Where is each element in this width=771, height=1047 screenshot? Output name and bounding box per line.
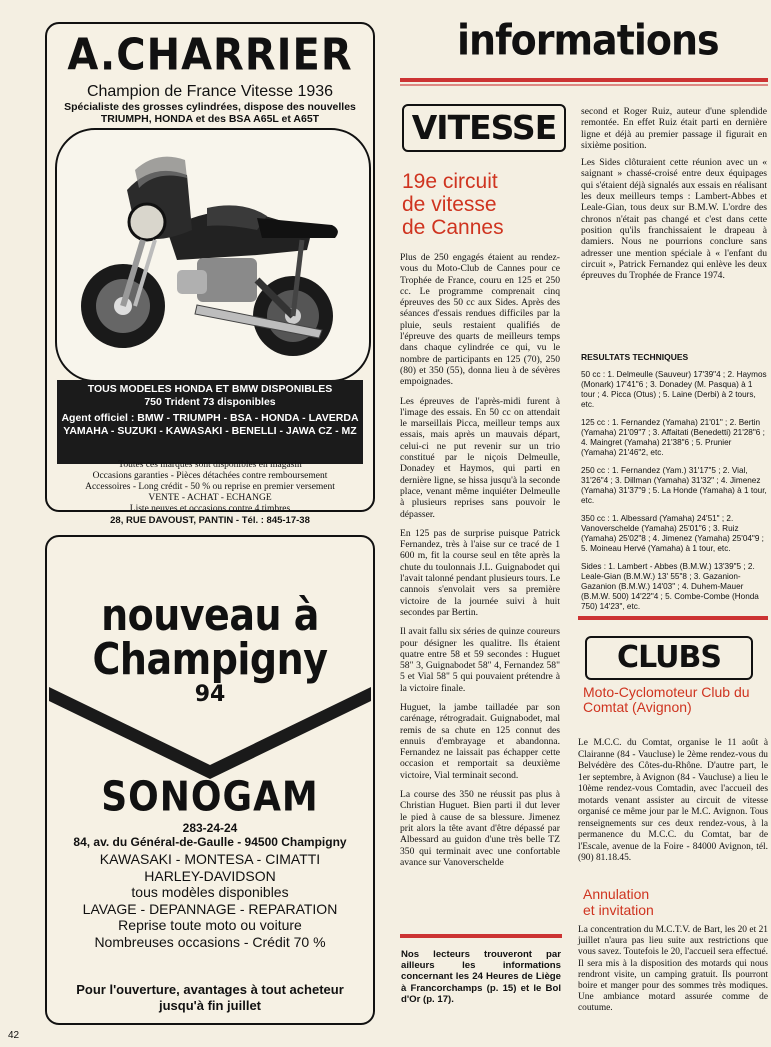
ad-detail-line: Liste neuves et occasions contre 4 timbres [129,504,291,514]
clubs-rule [578,616,768,620]
ad-headline-line1: nouveau à [101,589,319,641]
sonogam-ad [45,535,375,1025]
title-line: de Cannes [402,216,504,239]
charrier-ad [45,22,375,526]
band-line: YAMAHA - SUZUKI - KAWASAKI - BENELLI - JAWA CZ - MZ [63,425,357,437]
ad-address: 84, av. du Général-de-Gaulle - 94500 Champigny [73,835,347,849]
article-paragraph: En 125 pas de surprise puisque Patrick Fernandez, très à l'aise sur ce tracé de 1 600 m, fit la course seul en tête après la chute du toulonnais J.L. Guignabodet qui l'avait talonné pendant plusieurs tours. Le cannois s'envolait vers sa première victoire de la journée suivi à huit secondes par Bertin. [400,527,560,618]
motorcycle-photo [55,128,371,382]
list-item: Nombreuses occasions - Crédit 70 % [94,933,326,950]
article-paragraph: Huguet, la jambe tailladée par son carénage, rétrogradait. Guignabodet, mal remis de sa chute en 125 connut des ennuis d'embrayage et abandonna. Fernandez ne laissait pas échapper cette occasion et remportait sa deuxième victoire, Vial terminait second. [400,701,560,781]
announcement-title [583,886,654,918]
announcement-body: La concentration du M.C.T.V. de Bart, les 20 et 21 juillet n'aura pas lieu suite aux restrictions que vous savez. Toutefois le 20, l'accueil sera effectué. Il sera mis à la disposition des motards qui nous rendront visite, un camping gratuit. Ils pourront boire et manger pour des sommes très modiques. Une ambiance motard assurée comme de coutume. [578,925,768,1014]
title-line: Annulation [583,886,650,902]
ad-headline-line2: Champigny [92,633,328,685]
header-rule-thin [400,84,768,86]
article-title [402,170,562,239]
note-rule [400,934,562,938]
vitesse-section-label: VITESSE [402,104,566,152]
article-column-1 [400,252,560,876]
result-item: 350 cc : 1. Albessard (Yamaha) 24'51" ; 2. Vanoverschelde (Yamaha) 25'01"6 ; 3. Ruiz (Yamaha) 25'02"8 ; 4. Jimenez (Yamaha) 25'04"9 ; 5. Moineau Hervé (Yamaha) à 1 tour, etc. [581,514,764,553]
ad-detail-line: Accessoires - Long crédit - 50 % ou reprise en premier versement [85,482,335,492]
club-title: Moto-Cyclomoteur Club du Comtat (Avignon) [583,684,750,715]
article-paragraph: Les Sides clôturaient cette réunion avec un « saignant » chassé-croisé entre deux équipages qui s'étaient déjà signalés aux essais en réalisant les deux meilleurs temps : Lambert-Abbes et Leale-Gian, tous deux sur B.M.W. L'ordre des chronos n'était pas changé et c'est dans cette position qu'ils franchissaient le drapeau à damiers. Nous ne pourrions conclure sans adresser une mention spéciale à « l'enfant du circuit », Patrick Fernandez qui enlève les deux épreuves du Trophée de France 1974. [581,157,767,282]
band-line: 750 Trident 73 disponibles [144,396,276,408]
band-line: TOUS MODELES HONDA ET BMW DISPONIBLES [87,383,333,395]
results-title: RESULTATS TECHNIQUES [581,352,689,362]
list-item: HARLEY-DAVIDSON [144,867,276,884]
ad-footer-line: jusqu'à fin juillet [158,998,262,1013]
article-paragraph: second et Roger Ruiz, auteur d'une splendide remontée. En effet Ruiz était parti en dernière ligne et déjà au premier passage il figurait en sixième position. [581,106,767,151]
article-column-2 [581,106,767,287]
club-body: Le M.C.C. du Comtat, organise le 11 août à Clairanne (84 - Vaucluse) le 2ème rendez-vous du Belvédère des Côtes-du-Rhône. D'autre part, le 1er septembre, à Avignon (84 - Vaucluse) a lieu le 10ème rendez-vous Comtadin, avec l'accueil des motards venant assister au circuit de vitesse organisé ce même jour par le M.C. Avignon. Tous renseignements sur ces deux rendez-vous, à la permanence du M.C.C. du Comtat, bar de l'Escale, avenue de la Foire - 84000 Avignon, tél. (90) 81.18.45. [578,738,768,863]
article-paragraph: Il avait fallu six séries de quinze coureurs pour désigner les qualitre. Ils étaient quatre entre 58 et 59 secondes : Huguet 58" 3, Guignabodet 58" 4, Fernandez 58" 5 et Vial 58" 5 qui pouvaient prétendre à la victoire finale. [400,626,560,694]
header-rule [400,78,768,82]
title-line: 19e circuit [402,170,498,193]
title-line: de vitesse [402,193,497,216]
page-number: 42 [8,1030,20,1041]
ad-dealer-band [57,380,363,464]
list-item: Reprise toute moto ou voiture [118,917,302,933]
ad-detail-line: VENTE - ACHAT - ECHANGE [148,493,272,503]
list-item: KAWASAKI - MONTESA - CIMATTI [99,851,321,867]
article-paragraph: Les épreuves de l'après-midi furent à l'image des essais. En 50 cc on attendait le marseillais Picca, meilleur temps aux essais, mais après un mauvais départ, celui-ci ne put revenir sur un trio constitué par le niçois Delmeulle, Donadey et Haymos, qui parti en dernière ligne, se hissa jusqu'à la seconde place, venant même inquiéter Delmeulle à plusieurs reprises sans pouvoir le dépasser. [400,395,560,520]
article-paragraph: La course des 350 ne réussit pas plus à Christian Huguet. Bien parti il dut lever le pied à cause de sa blessure. Jimenez prit alors la tête avant d'être dépassé par Albessard au guidon d'une très belle TZ 350 qui terminait avec une confortable avance sur Vanoverschelde [400,789,560,868]
ad-services-list [47,851,373,950]
ad-footer-line: Pour l'ouverture, avantages à tout acheteur [76,982,344,997]
ad-detail-line: Occasions garanties - Pièces détachées contre remboursement [92,471,328,481]
result-item: 50 cc : 1. Delmeulle (Sauveur) 17'39"4 ; 2. Haymos (Monark) 17'41"6 ; 3. Donadey (M. Pasqua) à 1 tour ; 4. Picca (Otus) ; 5. Laine (Derbi) à 2 tours, etc. [581,370,767,409]
reader-note: Nos lecteurs trouveront par ailleurs les informations concernant les 24 Heures de Liège à Francorchamps (p. 15) et le Bol d'Or (p. 17). [401,949,561,1005]
list-item: tous modèles disponibles [131,884,289,900]
results-list [581,370,767,620]
result-item: 250 cc : 1. Fernandez (Yam.) 31'17"5 ; 2. Vial, 31'26"4 ; 3. Dillman (Yamaha) 31'32" ; 4. Jimenez (Yamaha) 31'37"9 ; 5. La Honde (Yamaha) à 1 tour, etc. [581,466,767,505]
ad-phone: 283-24-24 [182,821,238,835]
list-item: LAVAGE - DEPANNAGE - REPARATION [82,900,338,917]
clubs-section-label: CLUBS [585,636,753,680]
ad-champion-line: Champion de France Vitesse 1936 [86,83,334,100]
title-line: et invitation [583,902,654,918]
ad-detail-line: Toutes ces marques sont disponibles en magasin [118,460,302,470]
article-paragraph: Plus de 250 engagés étaient au rendez-vous du Moto-Club de Cannes pour ce Trophée de France, couru en 125 et 250 cc. Le programme comprenait cinq épreuves des 50 cc aux Sides. Après des séances d'essais rendues difficiles par la pluie, seuls restaient qualifiés de l'épreuve des quarts de meilleurs temps dans chaque cylindrée ce qui, vu le nombre de participants en 125 (70), 250 (80) et 350 (55), donna lieu à de sévères empoignades. [400,252,560,388]
result-item: Sides : 1. Lambert - Abbes (B.M.W.) 13'39"5 ; 2. Leale-Gian (B.M.W.) 13' 55"8 ; 3. Gazanion-Gazanion (B.M.W.) 14'03" ; 4. Duhem-Mauer (B.M.W. 500) 14'22"4 ; 5. Combe-Combe (Honda 750) 14'23", etc. [581,562,759,611]
ad-details [53,460,367,527]
motorcycle-illustration [57,130,369,380]
ad-brand-title: A.CHARRIER [67,29,353,81]
ad-specialist-line: Spécialiste des grosses cylindrées, dispose des nouvelles TRIUMPH, HONDA et des BSA A65L et A65T [64,101,356,125]
result-item: 125 cc : 1. Fernandez (Yamaha) 21'01" ; 2. Bertin (Yamaha) 21'09"7 ; 3. Affaitati (Benedetti) 21'28"6 ; 4. Maingret (Yamaha) 21'38"6 ; 5. Prunier (Yamaha) 21'46"2, etc. [581,418,765,457]
band-line: Agent officiel : BMW - TRIUMPH - BSA - HONDA - LAVERDA [61,412,359,424]
ad-footer [47,982,373,1014]
section-header-title: informations [457,15,719,65]
ad-address: 28, RUE DAVOUST, PANTIN - Tél. : 845-17-38 [110,515,310,526]
ad-brand-sonogam: SONOGAM [101,773,319,822]
ad-department: 94 [194,682,226,707]
